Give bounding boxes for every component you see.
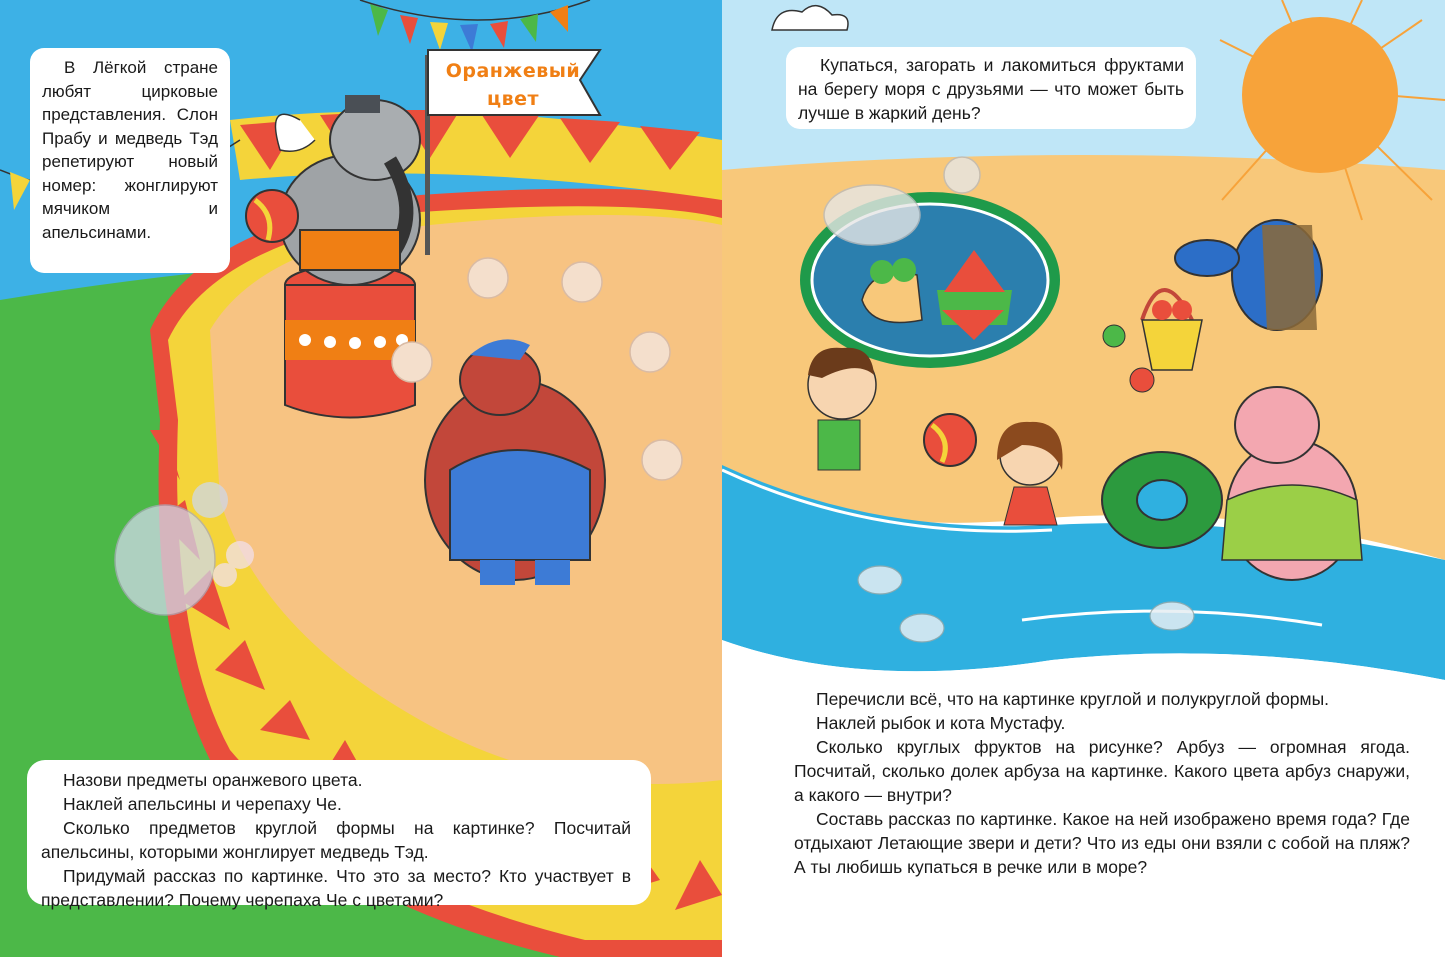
intro-text-box [30, 48, 230, 273]
swim-ring [1102, 452, 1222, 548]
task-item: Сколько круглых фруктов на рисунке? Арбуз — огромная ягода. Посчитай, сколько долек арбуза на картинке. Какого цвета арбуз снаружи, а какого — внутри? [794, 737, 1410, 805]
left-page [0, 0, 722, 957]
intro-text: В Лёгкой стране любят цирковые представления. Слон Прабу и медведь Тэд репетируют новый номер: жонглируют мячиком и апельсинами. [42, 58, 218, 242]
tasks-text-box [27, 760, 651, 910]
task-item: Наклей апельсины и черепаху Че. [63, 794, 342, 814]
task-item: Перечисли всё, что на картинке круглой и полукруглой формы. [816, 689, 1330, 709]
task-item: Составь рассказ по картинке. Какое на ней изображено время года? Где отдыхают Летающие звери и дети? Что из еды они взяли с собой на пляж? А ты любишь купаться в речке или в море? [794, 809, 1410, 877]
red-ball [246, 190, 298, 242]
right-page [722, 0, 1445, 957]
beach-ball [924, 414, 976, 466]
intro-text-box [786, 47, 1196, 129]
task-item: Сколько предметов круглой формы на картинке? Посчитай апельсины, которыми жонглирует медведь Тэд. [41, 818, 631, 862]
task-item: Назови предметы оранжевого цвета. [63, 770, 363, 790]
elephant-prabu [276, 95, 421, 285]
flag-heading-line2: цвет [486, 88, 539, 110]
intro-text: Купаться, загорать и лакомиться фруктами на берегу моря с друзьями — что может быть лучше в жаркий день? [798, 55, 1184, 123]
flag-heading-line1: Оранжевый [445, 60, 581, 82]
task-item: Придумай рассказ по картинке. Что это за место? Кто участвует в представлении? Почему черепаха Че с цветами? [41, 866, 631, 910]
tasks-text-box [782, 683, 1422, 893]
task-item: Наклей рыбок и кота Мустафу. [816, 713, 1066, 733]
